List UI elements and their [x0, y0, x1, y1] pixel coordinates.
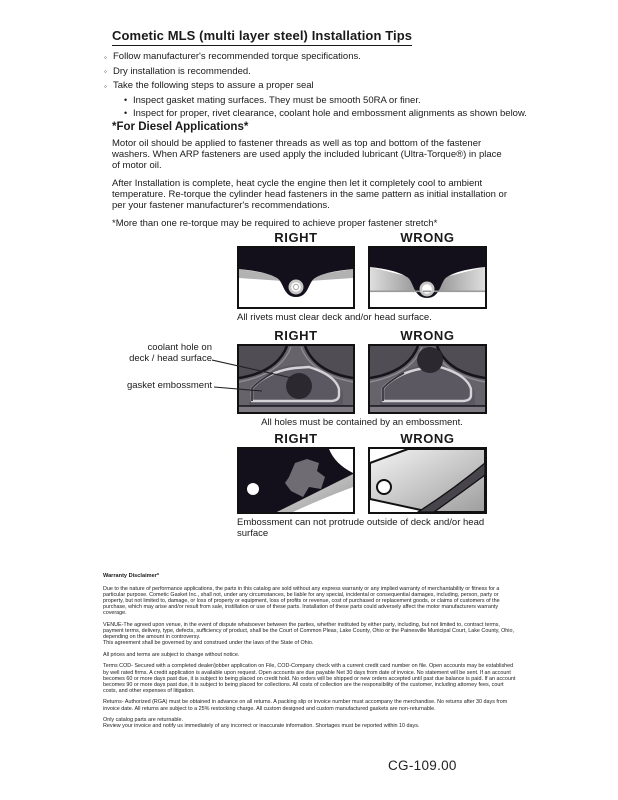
- rivet-right-diagram: [237, 246, 355, 309]
- list-item: [104, 80, 574, 91]
- tip-text: Follow manufacturer's recommended torque specifications.: [113, 51, 361, 62]
- figure-caption: All holes must be contained by an embossment.: [261, 417, 463, 428]
- page-title: Cometic MLS (multi layer steel) Installation Tips: [112, 28, 412, 46]
- right-label: RIGHT: [274, 431, 318, 446]
- legal-paragraph: Returns- Authorized (RGA) must be obtained in advance on all returns. A packing slip or invoice number must accompany the merchandise. No returns after 30 days from invoice date. All returns are subject to a 25% restocking charge. All custom designed and custom manufactured gaskets are non-returnable.: [103, 699, 508, 712]
- protrusion-wrong-diagram: [368, 447, 487, 514]
- page-code: CG-109.00: [388, 758, 457, 773]
- bullet-icon: [124, 108, 133, 119]
- tip-text: Inspect for proper, rivet clearance, coolant hole and embossment alignments as shown below.: [133, 107, 527, 119]
- tip-text: Inspect gasket mating surfaces. They must be smooth 50RA or finer.: [133, 94, 421, 106]
- right-label: RIGHT: [274, 230, 318, 245]
- wrong-label: WRONG: [400, 230, 455, 245]
- legal-paragraph: Only catalog parts are returnable.: [103, 717, 184, 724]
- tip-text: Dry installation is recommended.: [113, 65, 251, 77]
- installation-tips-list: [104, 51, 574, 121]
- paragraph: Motor oil should be applied to fastener threads as well as top and bottom of the fastener washers. When ARP fasteners are used apply the included lubricant (Ultra-Torque®) in place of motor oil.: [112, 138, 502, 171]
- bullet-icon: [104, 66, 113, 77]
- legal-paragraph: This agreement shall be governed by and construed under the laws of the State of Ohio.: [103, 640, 314, 647]
- diesel-applications-section: [112, 121, 512, 236]
- list-item: [104, 66, 574, 77]
- rivet-wrong-diagram: [368, 246, 487, 309]
- list-item: [124, 95, 574, 106]
- gasket-embossment-label: gasket embossment: [126, 380, 212, 391]
- figure-embossment-protrusion: [237, 431, 487, 539]
- tip-text: Take the following steps to assure a proper seal: [113, 80, 314, 91]
- legal-paragraph: Review your invoice and notify us immediately of any incorrect or inaccurate information. Shortages must be reported within 10 days.: [103, 723, 420, 730]
- figure-caption: Embossment can not protrude outside of deck and/or head surface: [237, 517, 485, 539]
- paragraph: After Installation is complete, heat cycle the engine then let it completely cool to ambient temperature. Re-torque the cylinder head fasteners in the same pattern as initial installation or per your fastener manufacturer's recommendations.: [112, 178, 507, 211]
- bullet-icon: [124, 95, 133, 106]
- warranty-disclaimer-section: [103, 573, 517, 735]
- bullet-icon: [104, 80, 113, 91]
- list-item: [104, 51, 574, 62]
- legal-paragraph: All prices and terms are subject to change without notice.: [103, 651, 240, 658]
- sub-list: [124, 95, 574, 119]
- figure-rivet-clearance: [237, 230, 487, 323]
- protrusion-right-diagram: [237, 447, 355, 514]
- wrong-label: WRONG: [400, 431, 455, 446]
- legal-paragraph: VENUE-The agreed upon venue, in the event of dispute whatsoever between the parties, whether instituted by either party, including, but not limited to, contract terms, payment terms, delivery, type, defects, sufficiency of product, shall be the Court of Common Pleas, Lake County, Ohio or the Painesville Municipal Court, Lake County, Ohio, depending on the amount in controversy.: [103, 621, 514, 641]
- right-label: RIGHT: [274, 328, 318, 343]
- legal-paragraph: Terms COD- Secured with a completed dealer/jobber application on File, COD-Company check with a current credit card number on file. Open accounts may be established by well rated firms. A credit application is available upon request. Open accounts are due payable Net 30 days from date of invoice. No statement will be sent. If an account becomes 60 or more days past due, it is subject to being placed on credit hold. No orders will be shipped or new orders accepted until past due balance is paid. If an account becomes 90 or more days past due, it is subject to being placed for collections. All costs of collection are the responsibility of the customer, including attorney fees, court costs, and other expenses of litigation.: [103, 663, 516, 694]
- retorque-note: *More than one re-torque may be required to achieve proper fastener stretch*: [112, 218, 438, 229]
- list-item: [124, 108, 574, 119]
- coolant-hole-label: coolant hole on deck / head surface: [129, 342, 212, 364]
- wrong-label: WRONG: [400, 328, 455, 343]
- legal-paragraph: Due to the nature of performance applications, the parts in this catalog are sold without any express warranty or any implied warranty of merchantability or fitness for a particular purpose. Cometic Gasket Inc., shall not, under any circumstances, be liable for any special, incidental or consequential damages, including, person, party or property, but not limited to, damage, or loss of property or equipment, loss of profits or revenue, cost of purchased or replacement goods, or claims of customers of the purchase, which may arise and/or result from sale, instillation or use of these parts. Installation of these parts could adversely affect the motor manufacturers warranty coverage.: [103, 586, 500, 617]
- figure-caption: All rivets must clear deck and/or head surface.: [237, 312, 432, 323]
- bullet-icon: [104, 51, 113, 62]
- section-heading: *For Diesel Applications*: [112, 121, 249, 133]
- warranty-heading: Warranty Disclaimer*: [103, 573, 160, 579]
- embossment-wrong-diagram: [368, 344, 487, 414]
- label-connector-lines: [212, 352, 302, 397]
